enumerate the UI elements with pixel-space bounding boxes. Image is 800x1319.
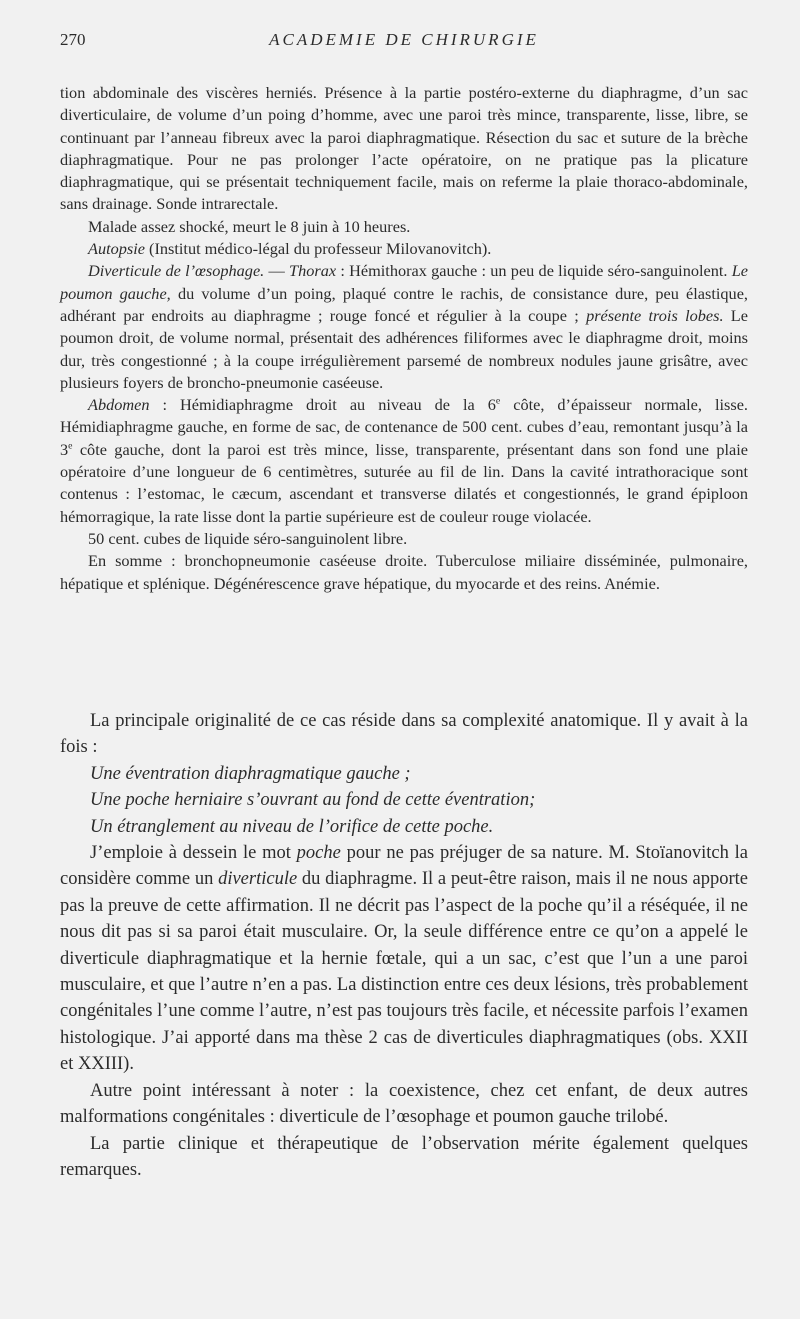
abdomen-text: : Hémidiaphragme droit au niveau de la 6: [149, 395, 496, 415]
thorax-heading-4: présente trois lobes.: [586, 305, 724, 325]
autopsy-paragraph: [60, 238, 748, 260]
thorax-heading-3: Le poumon gauche,: [60, 261, 749, 303]
page-header: [60, 30, 748, 56]
emphasis: diverticule: [218, 869, 298, 890]
case-paragraph: tion abdominale des viscères herniés. Présence à la partie postéro-externe du diaphragme, d’un sac diverticulaire, de volume d’un poing d’homme, avec une paroi très mince, transparente, lisse, libre, se continuant par l’anneau fibreux avec la paroi diaphragmatique. Résection du sac et suture de la brèche diaphragmatique. Pour ne pas prolonger l’acte opératoire, on ne pratique pas la plicature diaphragmatique, qui se présentait techniquement facile, mais on referme la plaie thoraco-abdominale, sans drainage. Sonde intrarectale.: [60, 83, 748, 214]
discussion-text: pour ne pas préjuger de sa nature. M. Stoïanovitch la considère comme un: [60, 843, 748, 890]
discussion: [60, 708, 748, 1183]
case-paragraph: 50 cent. cubes de liquide séro-sanguinolent libre.: [88, 528, 408, 548]
case-report: [60, 82, 748, 595]
thorax-text: : Hémithorax gauche : un peu de liquide séro-sanguinolent.: [336, 261, 732, 281]
superscript: e: [68, 440, 73, 452]
page-number: 270: [60, 30, 86, 49]
abdomen-text: côte gauche, dont la paroi est très mince, lisse, transparente, présentant dans son fond une plaie opératoire d’une longueur de 6 centimètres, suturée au fil de lin. Dans la cavité intrathoracique sont contenus : l’estomac, le cæcum, ascendant et transverse dilatés et congestionnés, le grand épiploon hémorragique, la rate lisse dont la partie supérieure est de couleur rouge violacée.: [60, 439, 748, 526]
discussion-paragraph: Autre point intéressant à noter : la coexistence, chez cet enfant, de deux autres malformations congénitales : diverticule de l’œsophage et poumon gauche trilobé.: [60, 1080, 748, 1128]
thorax-heading-1: Diverticule de l’œsophage.: [88, 261, 265, 281]
thorax-heading-2: Thorax: [289, 261, 337, 281]
discussion-text: J’emploie à dessein le mot: [90, 843, 297, 864]
discussion-text: du diaphragme. Il a peut-être raison, mais il ne nous apporte pas la preuve de cette affirmation. Il ne décrit pas l’aspect de la poche qu’il a réséquée, il ne nous dit pas si sa paroi était musculaire. Or, la seule différence entre ce qu’on a appelé le diverticule diaphragmatique et la hernie fœtale, qui a un sac, c’est que l’un a une paroi musculaire, et que l’autre n’en a pas. La distinction entre ces deux lésions, très probablement congénitales l’une comme l’autre, n’est pas toujours très facile, et nécessite parfois l’examen histologique. J’ai apporté dans ma thèse 2 cas de diverticules diaphragmatiques (obs. XXII et XXIII).: [60, 869, 748, 1075]
list-item: Une éventration diaphragmatique gauche ;: [90, 763, 411, 784]
case-paragraph: Malade assez shocké, meurt le 8 juin à 10 heures.: [88, 216, 411, 236]
abdomen-text: côte, d’épaisseur normale, lisse. Hémidiaphragme gauche, en forme de sac, de contenance de 500 cent. cubes d’eau, remontant jusqu’à la 3: [60, 395, 748, 459]
list-item: Une poche herniaire s’ouvrant au fond de cette éventration;: [90, 790, 536, 811]
discussion-paragraph: La principale originalité de ce cas réside dans sa complexité anatomique. Il y avait à la fois :: [60, 711, 748, 758]
autopsy-text: (Institut médico-légal du professeur Milovanovitch).: [144, 239, 492, 259]
thorax-paragraph: [60, 260, 748, 394]
list-item: Un étranglement au niveau de l’orifice de cette poche.: [90, 816, 494, 837]
superscript: e: [495, 395, 501, 407]
running-title: ACADEMIE DE CHIRURGIE: [269, 30, 539, 49]
thorax-text: —: [264, 261, 290, 281]
abdomen-label: Abdomen: [88, 395, 150, 415]
abdomen-paragraph: [60, 394, 748, 528]
thorax-text: Le poumon droit, de volume normal, présentait des adhérences filiformes avec le diaphragme droit, moins dur, très congestionné ; à la coupe irrégulièrement parsemé de nombreux nodules jaune grisâtre, avec plusieurs foyers de broncho-pneumonie caséeuse.: [60, 305, 748, 392]
emphasis: poche: [296, 843, 341, 864]
summary-paragraph: En somme : bronchopneumonie caséeuse droite. Tuberculose miliaire disséminée, pulmonaire, hépatique et splénique. Dégénérescence grave hépatique, du myocarde et des reins. Anémie.: [60, 551, 748, 593]
autopsy-label: Autopsie: [88, 239, 145, 259]
discussion-paragraph: La partie clinique et thérapeutique de l’observation mérite également quelques remarques.: [60, 1133, 748, 1180]
discussion-paragraph: [60, 840, 748, 1078]
thorax-text: du volume d’un poing, plaqué contre le rachis, de consistance dure, peu élastique, adhérant par endroits au diaphragme ; rouge foncé et régulier à la coupe ;: [60, 283, 748, 325]
